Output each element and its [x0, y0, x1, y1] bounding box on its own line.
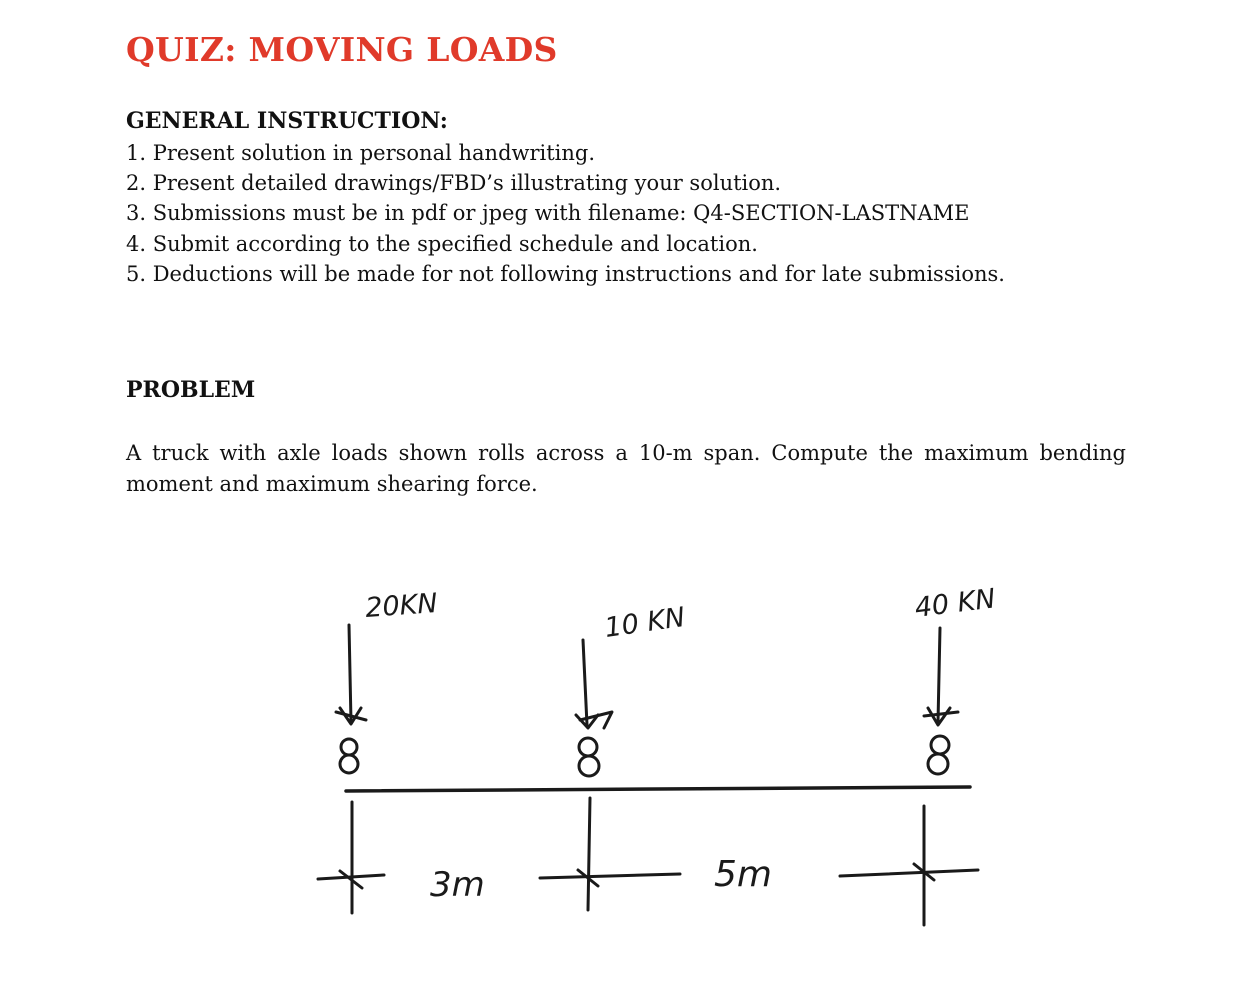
load-arrow-1	[336, 625, 366, 724]
load-label-2: 10 KN	[602, 601, 688, 644]
wheel-2	[579, 738, 599, 776]
wheel-1	[340, 739, 358, 773]
load-arrow-3	[924, 628, 958, 725]
quiz-title: QUIZ: MOVING LOADS	[126, 30, 558, 69]
dimension-line	[318, 798, 978, 925]
load-label-1: 20KN	[364, 588, 439, 624]
load-label-3: 40 KN	[913, 583, 998, 624]
general-instruction-heading: GENERAL INSTRUCTION:	[126, 108, 448, 134]
wheel-3	[928, 736, 949, 774]
beam-line	[346, 787, 970, 791]
instruction-item: 2. Present detailed drawings/FBD’s illustrating your solution.	[126, 171, 782, 196]
instruction-item: 4. Submit according to the specified schedule and location.	[126, 231, 758, 256]
spacing-label-1: 3m	[430, 865, 485, 905]
spacing-label-2: 5m	[714, 854, 772, 895]
instruction-item: 1. Present solution in personal handwriting.	[126, 141, 596, 165]
instruction-item: 5. Deductions will be made for not following instructions and for late submissions.	[126, 261, 1005, 286]
problem-statement: A truck with axle loads shown rolls across a 10-m span. Compute the maximum bending moment and maximum shearing force.	[126, 441, 1126, 496]
problem-heading: PROBLEM	[126, 377, 256, 403]
load-arrow-2	[576, 640, 612, 728]
instruction-item: 3. Submissions must be in pdf or jpeg with filename: Q4-SECTION-LASTNAME	[126, 201, 970, 226]
